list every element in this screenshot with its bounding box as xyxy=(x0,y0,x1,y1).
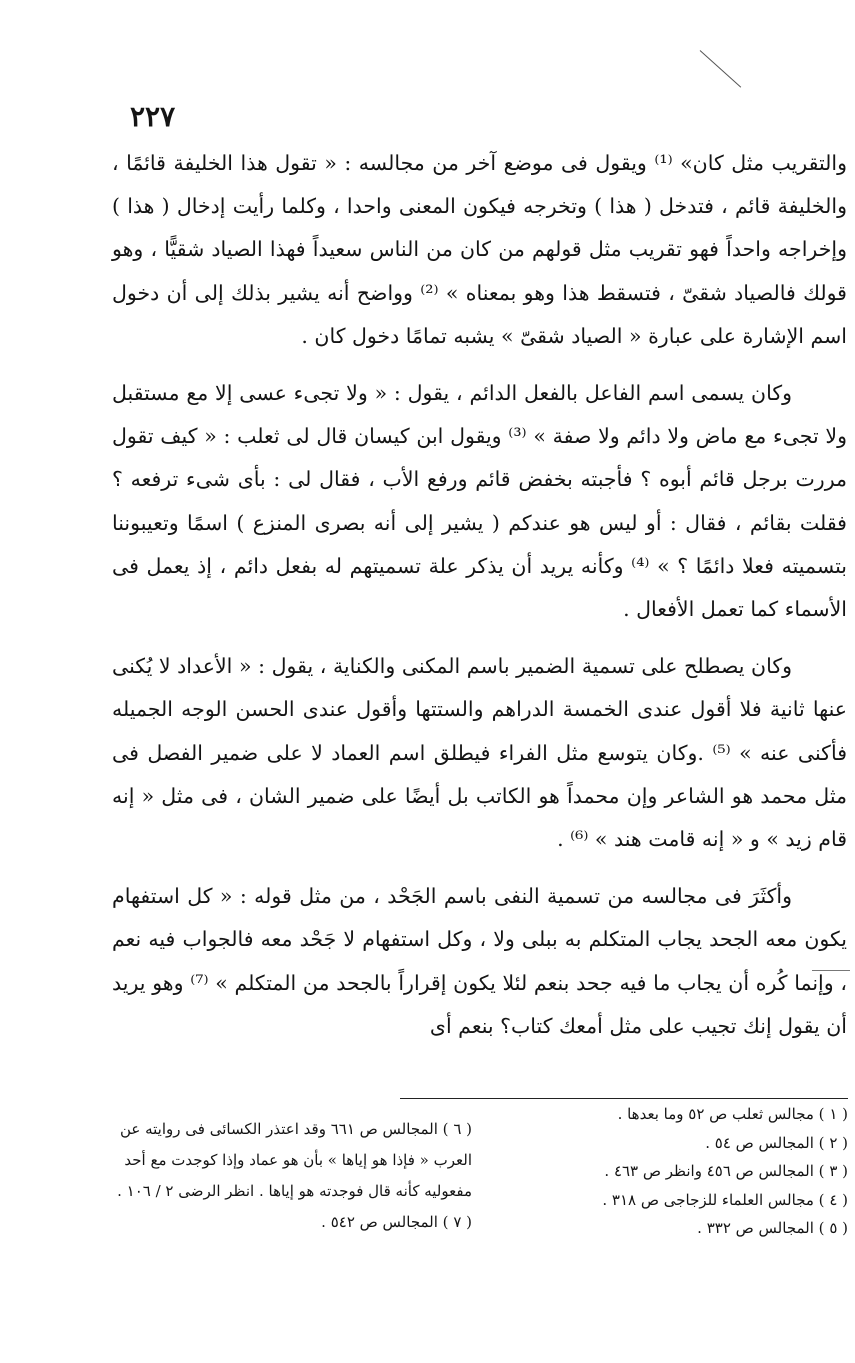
scan-mark xyxy=(700,50,742,88)
footnotes-left-column xyxy=(112,1114,472,1238)
footnotes-right-column xyxy=(500,1100,848,1243)
paragraph-2: وكان يسمى اسم الفاعل بالفعل الدائم ، يقول : « ولا تجىء عسى إلا مع مستقبل ولا تجىء مع ماض ولا دائم ولا صفة » ⁽³⁾ ويقول ابن كيسان قال لى ثعلب : « كيف تقول مررت برجل قائم أبوه ؟ فأجبته بخفض قائم ورفع الأب ، فقال لى : بأى شىء ترفعه ؟ فقلت بقائم ، فقال : أو ليس هو عندكم ( يشير إلى أنه بصرى المنزع ) اسمًا وتعيبوننا بتسميته فعلا دائمًا ؟ » ⁽⁴⁾ وكأنه يريد أن يذكر علة تسميتهم له بفعل دائم ، إذ يعمل فى الأسماء كما تعمل الأفعال . xyxy=(112,381,848,622)
main-text xyxy=(112,142,847,1048)
footnote-3: ( ٣ ) المجالس ص ٤٥٦ وانظر ص ٤٦٣ . xyxy=(604,1162,848,1180)
footnote-separator xyxy=(400,1098,848,1099)
footnote-1: ( ١ ) مجالس ثعلب ص ٥٢ وما بعدها . xyxy=(617,1105,848,1123)
page-number: ٢٢٧ xyxy=(130,100,176,133)
footnote-7: ( ٧ ) المجالس ص ٥٤٢ . xyxy=(321,1213,472,1231)
paragraph-3: وكان يصطلح على تسمية الضمير باسم المكنى والكناية ، يقول : « الأعداد لا يُكنى عنها ثانية فلا أقول عندى الخمسة الدراهم والستتها وأقول عندى الحسن الوجه الجميله فأكنى عنه » ⁽⁵⁾ .وكان يتوسع مثل الفراء فيطلق اسم العماد لا على ضمير الفصل فى مثل محمد هو الشاعر وإن محمداً هو الكاتب بل أيضًا على ضمير الشان ، فى مثل « إنه قام زيد » و « إنه قامت هند » ⁽⁶⁾ . xyxy=(112,654,847,852)
paragraph-1: والتقريب مثل كان» ⁽¹⁾ ويقول فى موضع آخر من مجالسه : « تقول هذا الخليفة قائمًا ، والخليفة قائم ، فتدخل ( هذا ) وتخرجه فيكون المعنى واحدا ، وكلما رأيت إدخال ( هذا ) وإخراجه واحداً فهو تقريب مثل قولهم من كان من الناس سعيداً فهذا الصياد شقيًّا ، وهو قولك فالصياد شقىّ ، فتسقط هذا وهو بمعناه » ⁽²⁾ وواضح أنه يشير بذلك إلى أن دخول اسم الإشارة على عبارة « الصياد شقىّ » يشبه تمامًا دخول كان . xyxy=(112,151,847,348)
footnote-2: ( ٢ ) المجالس ص ٥٤ . xyxy=(705,1133,848,1152)
paragraph-4: وأكثَرَ فى مجالسه من تسمية النفى باسم الجَحْد ، من مثل قوله : « كل استفهام يكون معه الجحد يجاب المتكلم به ببلى ولا ، وكل استفهام لا جَحْد معه فالجواب فيه نعم ، وإنما كُره أن يجاب ما فيه جحد بنعم لئلا يكون إقراراً بالجحد من المتكلم » ⁽⁷⁾ وهو يريد أن يقول إنك تجيب على مثل أمعك كتاب؟ بنعم أى xyxy=(112,884,847,1038)
footnote-4: ( ٤ ) مجالس العلماء للزجاجى ص ٣١٨ . xyxy=(602,1190,848,1209)
footnote-6: ( ٦ ) المجالس ص ٦٦١ وقد اعتذر الكسائى فى روايته عن العرب « فإذا هو إياها » بأن هو عماد وإذا كوجدت مع أحد مفعوليه كأنه قال فوجدته هو إياها . انظر الرضى ٢ / ١٠٦ . xyxy=(117,1120,472,1200)
footnote-5: ( ٥ ) المجالس ص ٣٣٢ . xyxy=(697,1219,848,1237)
